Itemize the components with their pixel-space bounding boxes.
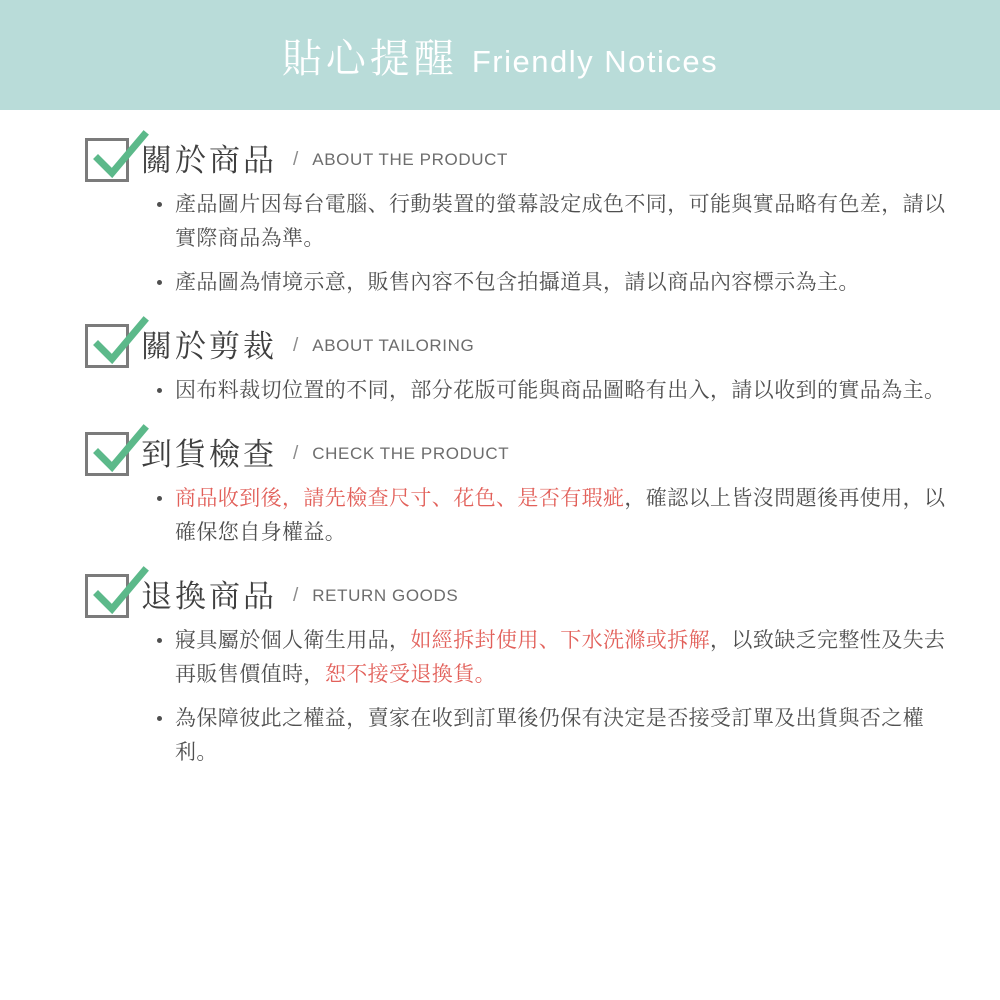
notices-content (0, 110, 1000, 770)
checkbox-checked-icon (85, 324, 129, 368)
section-title-separator: / (293, 442, 299, 464)
list-item (155, 702, 950, 770)
body-text: 產品圖片因每台電腦、行動裝置的螢幕設定成色不同，可能與實品略有色差，請以實際商品為準。 (175, 193, 946, 251)
checkbox-checked-icon (85, 138, 129, 182)
section-bullet-list (155, 188, 950, 300)
list-item (155, 482, 950, 550)
body-text: ，確認以上皆沒問題後再使用，以確保您自身權益。 (175, 487, 946, 545)
section-bullet-list (155, 624, 950, 770)
notice-section (30, 432, 970, 550)
notice-section (30, 138, 970, 300)
section-title-en: ABOUT THE PRODUCT (312, 149, 508, 169)
highlighted-text: 如經拆封使用、下水洗滌或拆解 (410, 629, 711, 653)
section-title-cn: 到貨檢查 (141, 436, 277, 472)
sections-list (30, 138, 970, 770)
body-text: 因布料裁切位置的不同，部分花版可能與商品圖略有出入，請以收到的實品為主。 (175, 379, 946, 403)
body-text: 為保障彼此之權益，賣家在收到訂單後仍保有決定是否接受訂單及出貨與否之權利。 (175, 707, 924, 765)
list-item (155, 266, 950, 300)
banner-title-group (282, 27, 718, 84)
section-title-cn: 關於剪裁 (141, 328, 277, 364)
body-text: 產品圖為情境示意，販售內容不包含拍攝道具，請以商品內容標示為主。 (175, 271, 860, 295)
section-title-en: CHECK THE PRODUCT (312, 443, 510, 463)
section-title-en: ABOUT TAILORING (312, 335, 475, 355)
section-header (85, 574, 970, 618)
section-bullet-list (155, 374, 950, 408)
section-bullet-list (155, 482, 950, 550)
section-header (85, 138, 970, 182)
section-title-separator: / (293, 148, 299, 170)
highlighted-text: 恕不接受退換貨。 (324, 663, 497, 687)
body-text: 寢具屬於個人衛生用品， (175, 629, 411, 653)
list-item (155, 374, 950, 408)
checkbox-checked-icon (85, 574, 129, 618)
page-title-cn: 貼心提醒 (281, 36, 458, 81)
notice-section (30, 574, 970, 770)
body-text: ，以致缺乏完整性及失去再販售價值時， (175, 629, 946, 687)
list-item (155, 188, 950, 256)
section-header (85, 432, 970, 476)
notice-section (30, 324, 970, 408)
checkbox-checked-icon (85, 432, 129, 476)
section-header (85, 324, 970, 368)
section-title-cn: 退換商品 (141, 578, 277, 614)
page-title-en: Friendly Notices (471, 43, 719, 79)
page-banner (0, 0, 1000, 110)
highlighted-text: 商品收到後，請先檢查尺寸、花色、是否有瑕疵 (175, 487, 625, 511)
section-title-separator: / (293, 334, 299, 356)
section-title-separator: / (293, 584, 299, 606)
section-title-cn: 關於商品 (141, 142, 277, 178)
list-item (155, 624, 950, 692)
section-title-en: RETURN GOODS (312, 585, 459, 605)
